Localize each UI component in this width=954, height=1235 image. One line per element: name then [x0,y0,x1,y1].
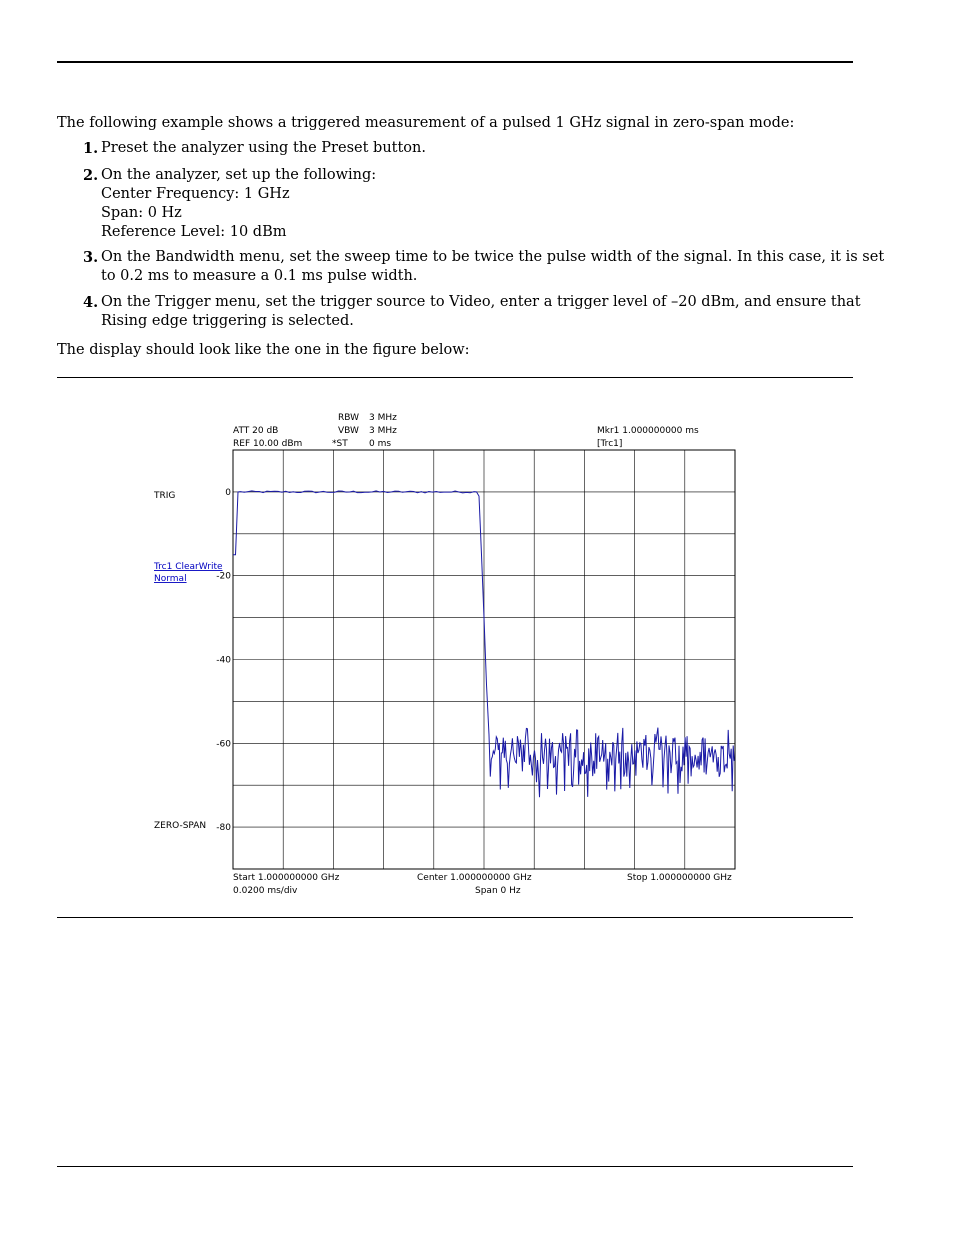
bottom-rule [57,1166,853,1167]
stop-frequency-label: Stop 1.000000000 GHz [627,873,732,883]
step-line: to 0.2 ms to measure a 0.1 ms pulse width. [101,268,418,284]
marker-readout: Mkr1 1.000000000 ms [597,426,699,436]
step-4 [83,293,861,329]
step-line: Rising edge triggering is selected. [101,313,354,329]
rbw-label: RBW [338,413,360,423]
figure-top-rule [57,377,853,378]
attenuation-label: ATT 20 dB [233,426,279,436]
step-line: On the Bandwidth menu, set the sweep time to be twice the pulse width of the signal. In this case, it is set [101,249,885,265]
spectrum-analyzer-figure [148,405,742,897]
y-tick-label: -20 [216,571,231,582]
step-number: 3. [83,249,99,266]
figure-bottom-rule [57,917,853,918]
start-frequency-label: Start 1.000000000 GHz [233,873,340,883]
y-tick-label: -40 [216,655,231,666]
analyzer-display [148,405,742,897]
vbw-value: 3 MHz [369,426,397,436]
y-tick-label: -80 [216,823,231,834]
rbw-value: 3 MHz [369,413,397,423]
y-tick-labels [216,488,231,833]
step-number: 1. [83,140,99,157]
top-rule [57,61,853,63]
reference-level-label: REF 10.00 dBm [233,439,303,449]
center-frequency-label: Center 1.000000000 GHz [417,873,532,883]
step-line: Reference Level: 10 dBm [101,224,287,240]
time-per-division-label: 0.0200 ms/div [233,886,298,896]
step-line: On the analyzer, set up the following: [101,167,377,183]
trace-mode-link[interactable]: Trc1 ClearWrite [154,562,223,572]
outro-paragraph: The display should look like the one in the figure below: [57,342,470,358]
sweep-time-label: *ST [332,439,348,449]
step-2 [83,166,377,240]
trace-detector-link[interactable]: Normal [154,574,187,584]
y-tick-label: -60 [216,739,231,750]
vbw-label: VBW [338,426,359,436]
step-line: Span: 0 Hz [101,205,182,221]
step-1 [83,139,426,159]
zero-span-label: ZERO-SPAN [154,821,207,831]
trig-label: TRIG [154,491,176,501]
step-line: On the Trigger menu, set the trigger source to Video, enter a trigger level of –20 dBm, and ensure that [101,294,861,310]
sweep-time-value: 0 ms [369,439,392,449]
step-3 [83,248,885,284]
step-line: Center Frequency: 1 GHz [101,186,290,202]
plot-area [216,450,735,869]
span-label: Span 0 Hz [475,886,521,896]
step-number: 2. [83,167,99,184]
step-number: 4. [83,294,99,311]
marker-trace-tag: [Trc1] [597,439,623,449]
step-line: Preset the analyzer using the Preset button. [101,140,426,156]
y-tick-label: 0 [225,487,231,498]
intro-paragraph: The following example shows a triggered measurement of a pulsed 1 GHz signal in zero-span mode: [57,115,795,131]
